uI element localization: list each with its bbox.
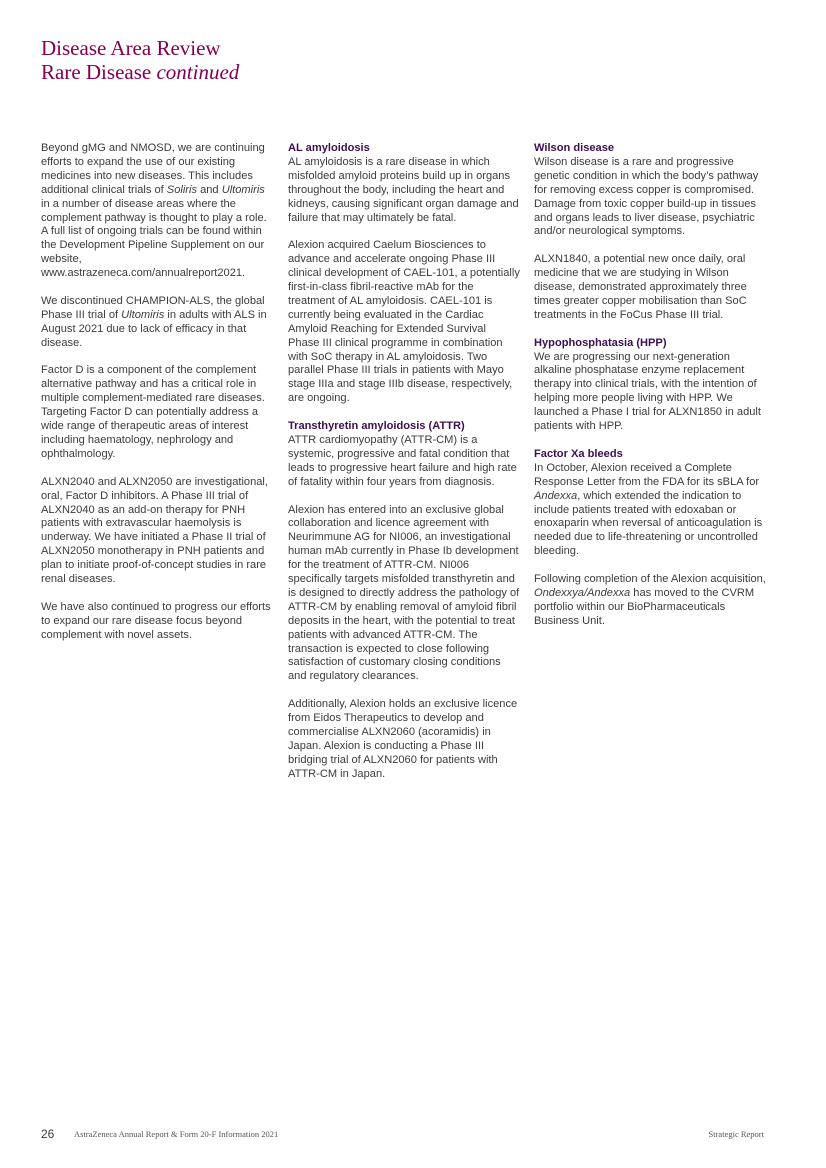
paragraph-complement-expansion [41, 142, 273, 281]
text-run: , which extended the indication to include patients treated with edoxaban or enoxaparin when reversal of anticoagulation is needed due to life-threatening or uncontrolled bleeding. [534, 489, 763, 558]
text-run: We discontinued CHAMPION-ALS, the global Phase III trial of [41, 294, 265, 321]
heading-al-amyloidosis: AL amyloidosis [288, 142, 370, 154]
paragraph-ni006: Alexion has entered into an exclusive global collaboration and licence agreement with Neurimmune AG for NI006, an investigational human mAb currently in Phase Ib development for the treatment of ATTR-CM. NI006 specifically targets misfolded transthyretin and is designed to directly address the pathology of ATTR-CM by enabling removal of amyloid fibril deposits in the heart, with the potential to treat patients with advanced ATTR-CM. The transaction is expected to close following satisfaction of customary closing conditions and regulatory clearances. [288, 503, 520, 683]
column-left [41, 142, 273, 656]
heading-attr: Transthyretin amyloidosis (ATTR) [288, 420, 465, 433]
section-name: Strategic Report [708, 1129, 764, 1139]
text-run: has moved to the CVRM portfolio within our BioPharmaceuticals Business Unit. [534, 586, 755, 627]
paragraph-hpp: We are progressing our next-generation alkaline phosphatase enzyme replacement therapy into clinical trials, with the intention of helping more people living with HPP. We launched a Phase I trial for ALXN1850 in adult patients with HPP. [534, 350, 761, 433]
product-name-ultomiris: Ultomiris [121, 308, 165, 321]
section-al-amyloidosis [288, 142, 520, 406]
page-header [41, 36, 239, 84]
paragraph-wilson-intro: Wilson disease is a rare and progressive genetic condition in which the body’s pathway for removing excess copper is compromised. Damage from toxic copper build-up in tissues and organs leads to liver disease, psychiatric and/or neurological symptoms. [534, 155, 759, 238]
page-title: Disease Area Review [41, 36, 221, 60]
section-wilson-disease [534, 142, 766, 323]
heading-hpp: Hypophosphatasia (HPP) [534, 336, 667, 349]
paragraph-alxn1840: ALXN1840, a potential new once daily, oral medicine that we are studying in Wilson disease, demonstrated approximately three times greater copper mobilisation than SoC treatments in the FoCus Phase III trial. [534, 253, 747, 321]
heading-wilson-disease: Wilson disease [534, 142, 615, 154]
paragraph-alxn2060: Additionally, Alexion holds an exclusive licence from Eidos Therapeutics to develop and commercialise ALXN2060 (acoramidis) in Japan. Alexion is conducting a Phase III bridging trial of ALXN2060 for patients with ATTR-CM in Japan. [288, 698, 518, 780]
page-subtitle [41, 60, 239, 84]
paragraph-attr-intro: ATTR cardiomyopathy (ATTR-CM) is a systemic, progressive and fatal condition that leads to progressive heart failure and high rate of fatality within four years from diagnosis. [288, 434, 517, 488]
paragraph-alxn2040: ALXN2040 and ALXN2050 are investigational, oral, Factor D inhibitors. A Phase III trial of ALXN2040 as an add-on therapy for PNH patients with extravascular haemolysis is underway. We have initiated a Phase II trial of ALXN2050 monotherapy in PNH patients and plan to initiate proof-of-concept studies in rare renal diseases. [41, 475, 268, 586]
section-hpp [534, 337, 766, 434]
text-run: and [197, 183, 222, 196]
section-attr [288, 420, 520, 782]
paragraph-cvrm-move [534, 573, 766, 629]
paragraph-cael-101: Alexion acquired Caelum Biosciences to advance and accelerate ongoing Phase III clinical development of CAEL-101, a potentially first-in-class fibril-reactive mAb for the treatment of AL amyloidosis. CAEL-101 is currently being evaluated in the Cardiac Amyloid Reaching for Extended Survival Phase III clinical programme in combination with SoC therapy in AL amyloidosis. Two parallel Phase III trials in patients with Mayo stage IIIa and stage IIIb disease, respectively, are ongoing. [288, 239, 520, 405]
product-name-soliris: Soliris [166, 183, 198, 196]
product-name-ondexxya-andexxa: Ondexxya/Andexxa [534, 586, 631, 599]
paragraph-champion-als [41, 295, 273, 351]
report-name: AstraZeneca Annual Report & Form 20-F Information 2021 [74, 1129, 279, 1139]
paragraph-al-intro: AL amyloidosis is a rare disease in which misfolded amyloid proteins build up in organs throughout the body, including the heart and kidneys, causing significant organ damage and failure that may ultimately be fatal. [288, 155, 519, 224]
column-right [534, 142, 766, 643]
product-name-andexxa: Andexxa [534, 489, 578, 502]
text-run: In October, Alexion received a Complete Response Letter from the FDA for its sBLA for [534, 461, 760, 488]
text-run: Following completion of the Alexion acquisition, [534, 573, 766, 586]
paragraph-factor-d: Factor D is a component of the complement alternative pathway and has a critical role in multiple complement-mediated rare diseases. Targeting Factor D can potentially address a wide range of therapeutic areas of interest including haematology, nephrology and ophthalmology. [41, 364, 265, 460]
section-factor-xa [534, 448, 766, 629]
text-run: in adults with ALS in August 2021 due to lack of efficacy in that disease. [41, 308, 267, 349]
text-run: in a number of disease areas where the complement pathway is thought to play a role. A full list of ongoing trials can be found within the Development Pipeline Supplement on our website, www.astrazeneca.com/annualreport2021. [41, 197, 267, 280]
subtitle-continued: continued [156, 60, 240, 84]
page-number: 26 [41, 1127, 55, 1141]
text-run: Beyond gMG and NMOSD, we are continuing efforts to expand the use of our existing medicines into new diseases. This includes additional clinical trials of [41, 142, 265, 196]
heading-factor-xa: Factor Xa bleeds [534, 447, 623, 460]
product-name-ultomiris: Ultomiris [221, 183, 265, 196]
paragraph-beyond-complement: We have also continued to progress our efforts to expand our rare disease focus beyond complement with novel assets. [41, 600, 271, 641]
subtitle-main: Rare Disease [41, 60, 157, 84]
column-middle [288, 142, 520, 796]
paragraph-andexxa-crl [534, 462, 766, 559]
